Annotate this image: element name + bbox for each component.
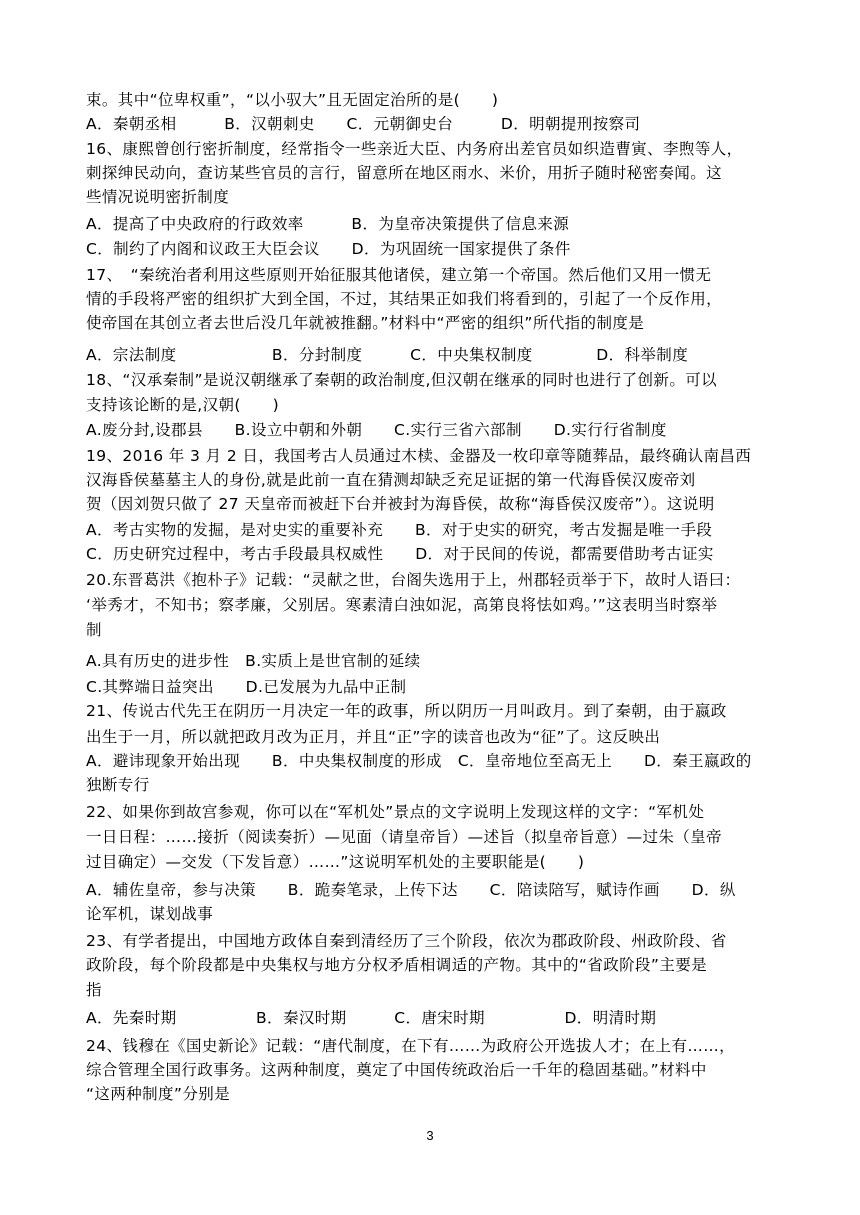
- text-line: 束。其中“位卑权重”，“以小驭大”且无固定治所的是( ): [86, 91, 499, 109]
- text-line: 使帝国在其创立者去世后没几年就被推翻。”材料中“严密的组织”所代指的制度是: [86, 314, 645, 332]
- text-line: 18、“汉承秦制”是说汉朝继承了秦朝的政治制度,但汉朝在继承的同时也进行了创新。可以: [86, 371, 718, 389]
- text-line: 支持该论断的是,汉朝( ): [86, 396, 280, 414]
- text-line: 20.东晋葛洪《抱朴子》记载：“灵献之世，台阁失选用于上，州郡轻贡举于下，故时人语曰：: [86, 571, 741, 589]
- text-line: A．考古实物的发掘，是对史实的重要补充 B．对于史实的研究，考古发掘是唯一手段: [86, 521, 713, 539]
- text-line: 政阶段，每个阶段都是中央集权与地方分权矛盾相调适的产物。其中的“省政阶段”主要是: [86, 956, 708, 974]
- text-line: 综合管理全国行政事务。这两种制度，奠定了中国传统政治后一千年的稳固基础。”材料中: [86, 1061, 707, 1079]
- text-line: A．秦朝丞相 B．汉朝刺史 C．元朝御史台 D．明朝提刑按察司: [86, 115, 641, 133]
- text-line: 23、有学者提出，中国地方政体自秦到清经历了三个阶段，依次为郡政阶段、州政阶段、省: [86, 932, 727, 950]
- text-line: 制: [86, 621, 102, 639]
- text-line: ‘举秀才，不知书；察孝廉，父别居。寒素清白浊如泥，高第良将怯如鸡。’”这表明当时察举: [86, 596, 718, 614]
- text-line: A.具有历史的进步性 B.实质上是世官制的延续: [86, 652, 421, 670]
- text-line: A．提高了中央政府的行政效率 B．为皇帝决策提供了信息来源: [86, 215, 570, 233]
- text-line: A．避讳现象开始出现 B．中央集权制度的形成 C．皇帝地位至高无上 D．秦王嬴政的: [86, 752, 752, 770]
- text-line: 论军机，谋划战事: [86, 905, 214, 923]
- text-line: 情的手段将严密的组织扩大到全国，不过，其结果正如我们将看到的，引起了一个反作用，: [86, 290, 723, 308]
- text-line: A.废分封,设郡县 B.设立中朝和外朝 C.实行三省六部制 D.实行行省制度: [86, 421, 667, 439]
- text-line: 出生于一月，所以就把政月改为正月，并且“正”字的读音也改为“征”了。这反映出: [86, 728, 661, 746]
- text-line: 贺（因刘贺只做了 27 天皇帝而被赶下台并被封为海昏侯，故称“海昏侯汉废帝”）。这说明: [86, 495, 715, 513]
- text-line: A．辅佐皇帝，参与决策 B．跪奏笔录，上传下达 C．陪读陪写，赋诗作画 D．纵: [86, 881, 736, 899]
- text-line: C．制约了内阁和议政王大臣会议 D．为巩固统一国家提供了条件: [86, 240, 571, 258]
- text-line: 16、康熙曾创行密折制度，经常指令一些亲近大臣、内务府出差官员如织造曹寅、李煦等人，: [86, 140, 743, 158]
- text-line: “这两种制度”分别是: [86, 1085, 231, 1103]
- text-line: 19、2016 年 3 月 2 日，我国考古人员通过木椟、金器及一枚印章等随葬品，最终确认南昌西: [86, 447, 752, 465]
- text-line: 些情况说明密折制度: [86, 188, 230, 206]
- text-line: A．先秦时期 B．秦汉时期 C．唐宋时期 D．明清时期: [86, 1009, 657, 1027]
- text-line: C．历史研究过程中，考古手段最具权威性 D．对于民间的传说，都需要借助考古证实: [86, 545, 714, 563]
- text-line: 过目确定）—交发（下发旨意）……”这说明军机处的主要职能是( ): [86, 853, 585, 871]
- text-line: 24、钱穆在《国史新论》记载：“唐代制度，在下有……为政府公开选拔人才；在上有……，: [86, 1037, 736, 1055]
- page-number: 3: [426, 1128, 434, 1143]
- text-line: 刺探绅民动向，查访某些官员的言行，留意所在地区雨水、米价，用折子随时秘密奏闻。这: [86, 164, 723, 182]
- text-line: 一日日程：……接折（阅读奏折）—见面（请皇帝旨）—述旨（拟皇帝旨意）—过朱（皇帝: [86, 828, 723, 846]
- text-line: 22、如果你到故宫参观，你可以在“军机处”景点的文字说明上发现这样的文字：“军机处: [86, 803, 705, 821]
- text-line: 独断专行: [86, 776, 150, 794]
- text-line: C.其弊端日益突出 D.已发展为九品中正制: [86, 678, 407, 696]
- text-line: 汉海昏侯墓墓主人的身份,就是此前一直在猜测却缺乏充足证据的第一代海昏侯汉废帝刘: [86, 471, 696, 489]
- text-line: 17、 “秦统治者利用这些原则开始征服其他诸侯，建立第一个帝国。然后他们又用一惯无: [86, 266, 712, 284]
- text-line: 21、传说古代先王在阴历一月决定一年的政事，所以阴历一月叫政月。到了秦朝，由于嬴政: [86, 702, 727, 720]
- text-line: A．宗法制度 B．分封制度 C．中央集权制度 D．科举制度: [86, 346, 689, 364]
- text-line: 指: [86, 981, 102, 999]
